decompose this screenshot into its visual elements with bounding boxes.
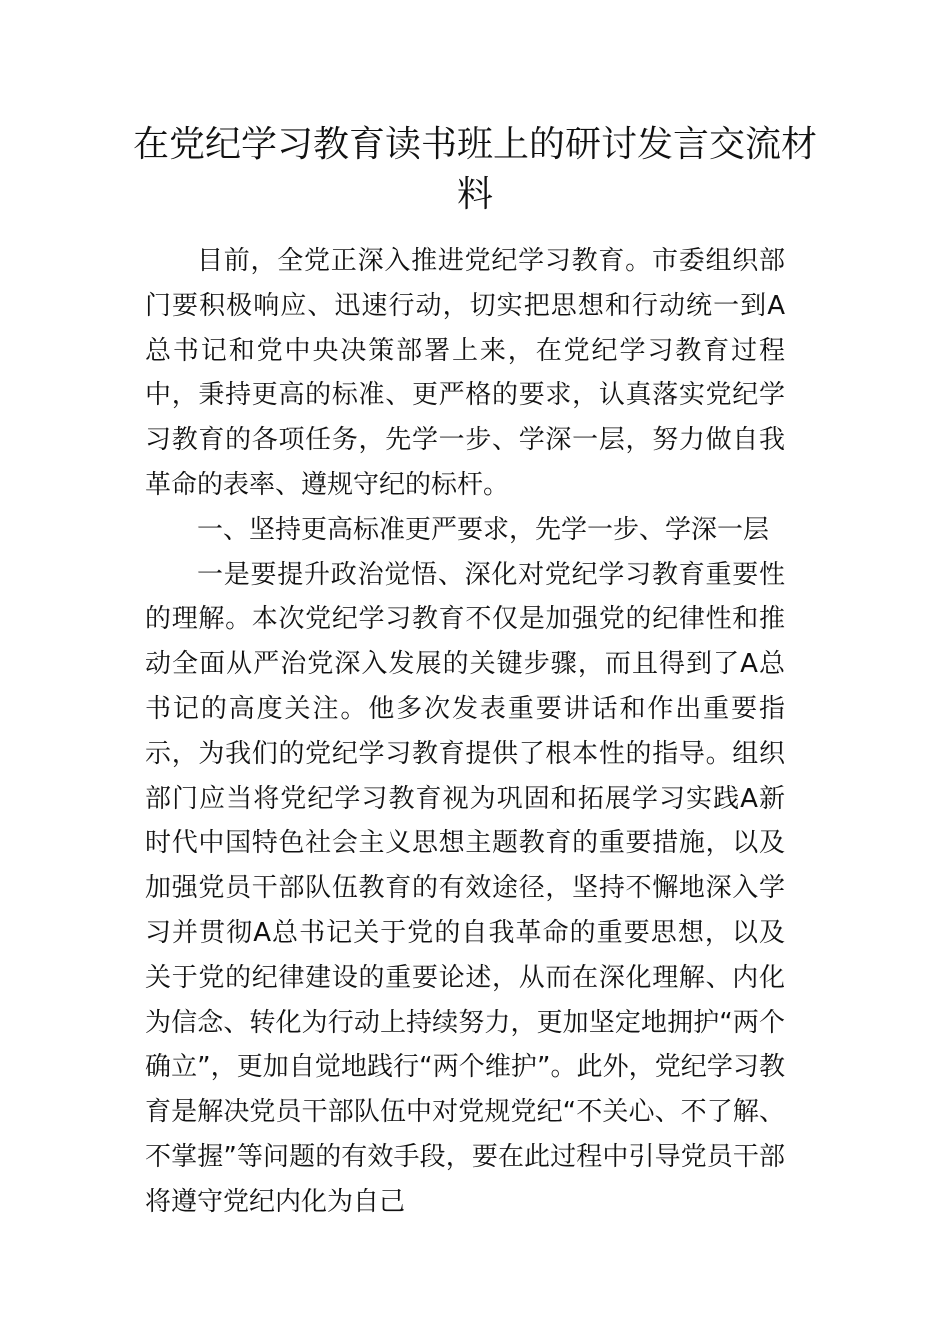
document-body xyxy=(145,239,785,1225)
section-heading: 一、坚持更高标准更严要求，先学一步、学深一层 xyxy=(197,514,770,545)
document-title: 在党纪学习教育读书班上的研讨发言交流材料 xyxy=(132,124,817,215)
intro-paragraph: 目前，全党正深入推进党纪学习教育。市委组织部门要积极响应、迅速行动，切实把思想和行动统一到A总书记和党中央决策部署上来，在党纪学习教育过程中，秉持更高的标准、更严格的要求，认真落实党纪学习教育的各项任务，先学一步、学深一层，努力做自我革命的表率、遵规守纪的标杆。 xyxy=(145,246,785,500)
body-paragraph: 一是要提升政治觉悟、深化对党纪学习教育重要性的理解。本次党纪学习教育不仅是加强党的纪律性和推动全面从严治党深入发展的关键步骤，而且得到了A总书记的高度关注。他多次发表重要讲话和作出重要指示，为我们的党纪学习教育提供了根本性的指导。组织部门应当将党纪学习教育视为巩固和拓展学习实践A新时代中国特色社会主义思想主题教育的重要措施，以及加强党员干部队伍教育的有效途径，坚持不懈地深入学习并贯彻A总书记关于党的自我革命的重要思想，以及关于党的纪律建设的重要论述，从而在深化理解、内化为信念、转化为行动上持续努力，更加坚定地拥护“两个确立”，更加自觉地践行“两个维护”。此外，党纪学习教育是解决党员干部队伍中对党规党纪“不关心、不了解、不掌握”等问题的有效手段，要在此过程中引导党员干部将遵守党纪内化为自己 xyxy=(145,559,785,1217)
